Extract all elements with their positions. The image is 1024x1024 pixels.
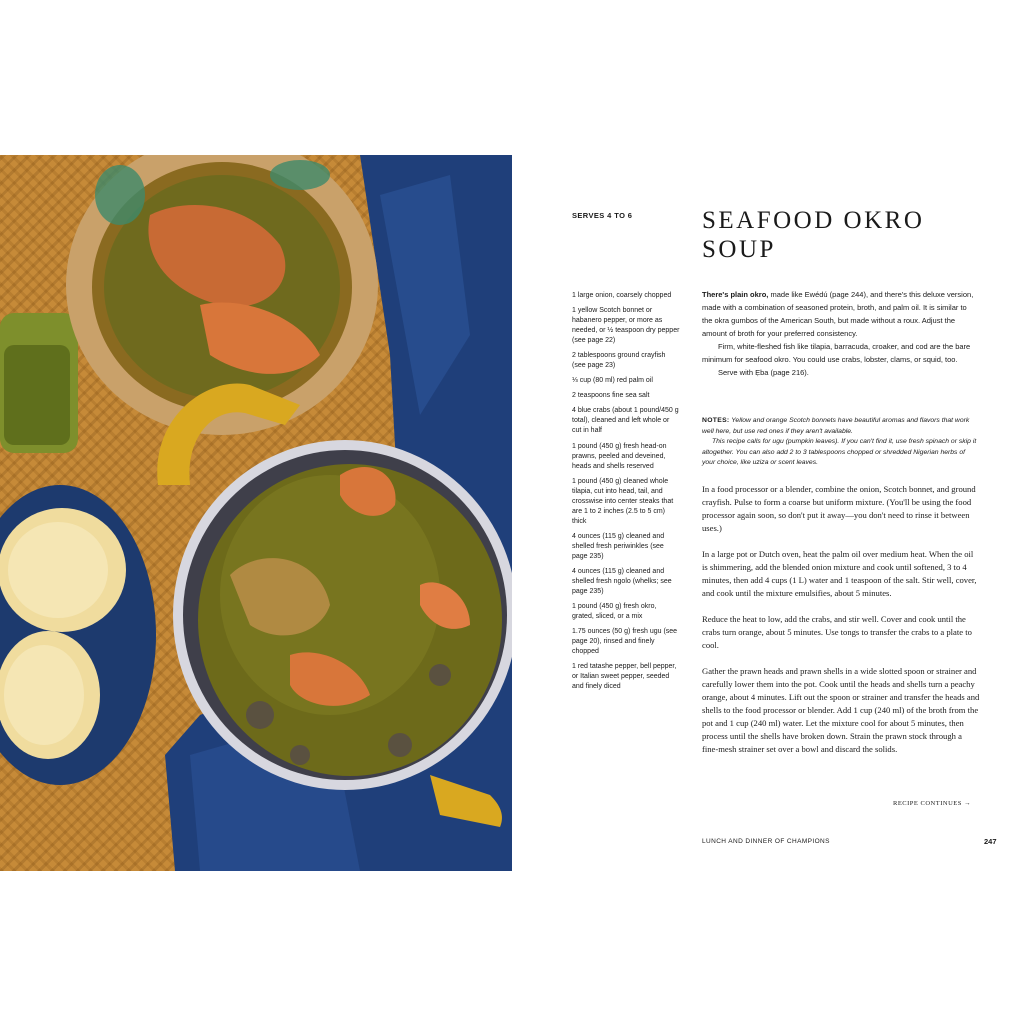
recipe-title	[702, 206, 982, 264]
recipe-notes	[702, 416, 978, 469]
recipe-continues: RECIPE CONTINUES →	[893, 800, 971, 807]
ingredient-item: 4 blue crabs (about 1 pound/450 g total), cleaned and left whole or cut in half	[572, 407, 679, 435]
ingredient-item: 1 pound (450 g) fresh okro, grated, sliced, or a mix	[572, 602, 657, 620]
ingredient-item: 4 ounces (115 g) cleaned and shelled fresh periwinkles (see page 235)	[572, 532, 665, 560]
method-step: Gather the prawn heads and prawn shells in a wide slotted spoon or strainer and carefully lower them into the pot. Cook until the heads and shells turn a peachy orange, about 4 minutes. Lift out the spoon or strainer and transfer the heads and shells to the food processor or blender. Add 1 cup (240 ml) of the broth from the pot and 1 cup (240 ml) water. Let the mixture cool for about 5 minutes, then process until the shells have broken down. Strain the prawn stock through a fine-mesh strainer set over a bowl and discard the solids.	[702, 666, 980, 754]
page-number: 247	[984, 837, 997, 846]
intro-paragraph-2: Firm, white-fleshed fish like tilapia, barracuda, croaker, and cod are the bare minimum for seafood okro. You could use crabs, lobster, clams, or squid, too.	[702, 342, 971, 364]
method-step: Reduce the heat to low, add the crabs, and stir well. Cover and cook until the crabs turn orange, about 5 minutes. Use tongs to transfer the crabs to a plate to cool.	[702, 614, 972, 650]
ingredient-item: 1 pound (450 g) fresh head-on prawns, peeled and deveined, heads and shells reserved	[572, 442, 667, 470]
recipe-title-line-2: SOUP	[702, 236, 776, 263]
intro-paragraph-1	[702, 288, 978, 340]
method-step: In a food processor or a blender, combine the onion, Scotch bonnet, and ground crayfish. Pulse to form a coarse but uniform mixture. (You'll be using the food processor again soon, so don't put it away—you don't need to rinse it between uses.)	[702, 484, 976, 533]
servings-label: SERVES 4 TO 6	[572, 211, 633, 220]
food-photo	[0, 155, 512, 871]
notes-paragraph-1	[702, 416, 978, 437]
notes-paragraph-2: This recipe calls for ugu (pumpkin leaves). If you can't find it, use fresh spinach or skip it altogether. You can also add 2 to 3 tablespoons chopped or shredded Nigerian herbs of your choice, like uziza or scent leaves.	[702, 438, 977, 466]
chapter-footer: LUNCH AND DINNER OF CHAMPIONS	[702, 838, 830, 845]
ingredient-item: 2 teaspoons fine sea salt	[572, 392, 650, 400]
notes-text: Yellow and orange Scotch bonnets have beautiful aromas and flavors that work well here, but use red ones if they aren't available.	[702, 417, 970, 435]
ingredient-item: 1 large onion, coarsely chopped	[572, 292, 672, 299]
ingredient-item: 1 yellow Scotch bonnet or habanero pepper, or more as needed, or ½ teaspoon dry pepper (see page 22)	[572, 307, 680, 345]
ingredient-item: 1.75 ounces (50 g) fresh ugu (see page 20), rinsed and finely chopped	[572, 628, 678, 656]
ingredient-item: ⅓ cup (80 ml) red palm oil	[572, 377, 653, 385]
method-steps	[702, 483, 980, 769]
intro-paragraph-3: Serve with Ẹba (page 216).	[718, 368, 809, 377]
ingredient-item: 1 pound (450 g) cleaned whole tilapia, cut into head, tail, and crosswise into center steaks that are 1 to 2 inches (2.5 to 5 cm) thick	[572, 477, 674, 525]
ingredient-item: 4 ounces (115 g) cleaned and shelled fresh ngolo (whelks; see page 235)	[572, 567, 672, 595]
ingredient-item: 1 red tatashe pepper, bell pepper, or Italian sweet pepper, seeded and finely diced	[572, 663, 677, 691]
ingredients-list	[572, 291, 680, 697]
ingredient-item: 2 tablespoons ground crayfish (see page 23)	[572, 352, 666, 370]
recipe-title-line-1: SEAFOOD OKRO	[702, 207, 925, 234]
method-step: In a large pot or Dutch oven, heat the palm oil over medium heat. When the oil is shimmering, add the blended onion mixture and cook until softened, 3 to 4 minutes, then add 4 cups (1 L) water and 1 teaspoon of the salt. Stir well, cover, and cook until the mixture emulsifies, about 5 minutes.	[702, 549, 977, 598]
intro-lead: There's plain okro,	[702, 290, 769, 299]
recipe-intro	[702, 288, 978, 379]
notes-label: NOTES:	[702, 417, 730, 424]
intro-text: made like Ewédú (page 244), and there's this deluxe version, made with a combination of seasoned protein, broth, and palm oil. It is similar to the okra gumbos of the American South, but made without a roux. Adjust the amount of broth for your preferred consistency.	[702, 290, 974, 338]
